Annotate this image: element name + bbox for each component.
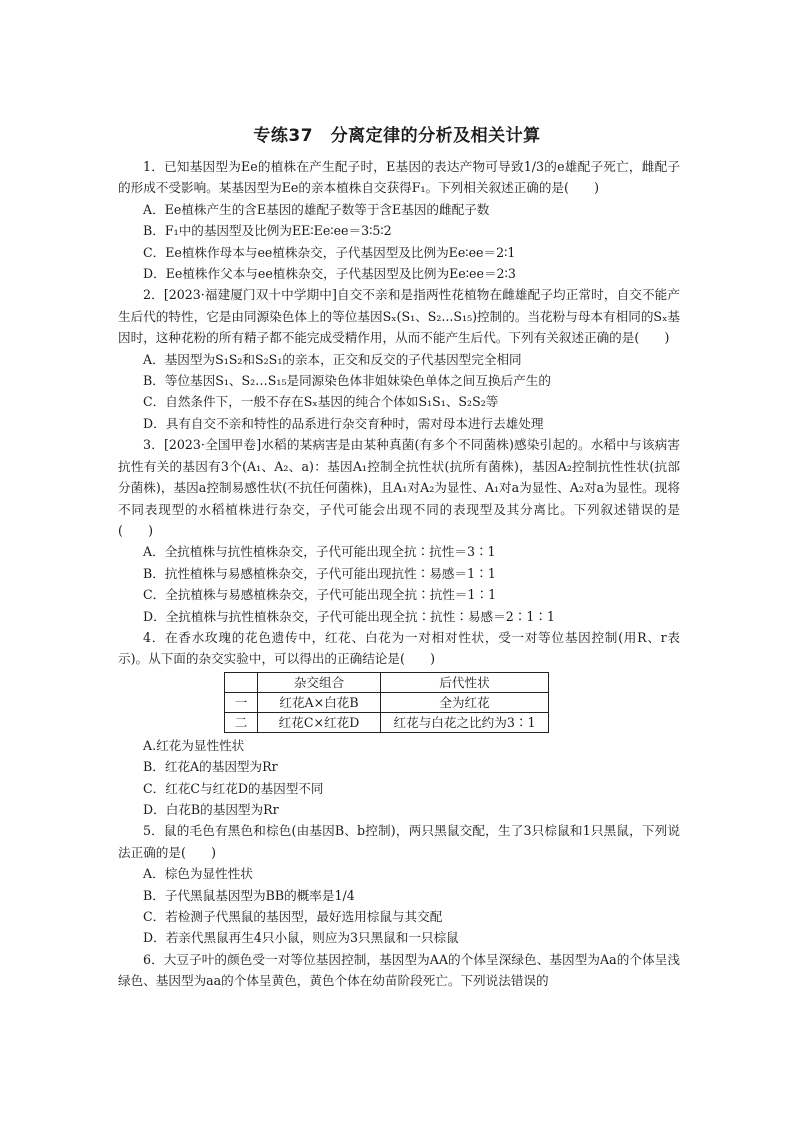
table-header-row bbox=[225, 672, 549, 692]
question-5-option-b: B．子代黑鼠基因型为BB的概率是1/4 bbox=[143, 887, 355, 903]
question-3-option-d: D．全抗植株与抗性植株杂交，子代可能出现全抗∶抗性∶易感＝2∶1∶1 bbox=[143, 608, 555, 624]
question-1-option-d: D．Ee植株作父本与ee植株杂交，子代基因型及比例为Ee∶ee＝2∶3 bbox=[143, 266, 516, 282]
cross-experiment-table bbox=[224, 672, 549, 733]
question-4-option-b: B．红花A的基因型为Rr bbox=[143, 759, 278, 775]
question-list bbox=[118, 156, 680, 992]
question-5-option-a: A．棕色为显性性状 bbox=[143, 866, 253, 882]
question-6-stem: 6．大豆子叶的颜色受一对等位基因控制，基因型为AA的个体呈深绿色、基因型为Aa的个体呈浅绿色、基因型为aa的个体呈黄色，黄色个体在幼苗阶段死亡。下列说法错误的 bbox=[118, 951, 680, 989]
table-cell: 红花与白花之比约为3∶1 bbox=[381, 712, 549, 732]
table-header-cell: 后代性状 bbox=[381, 672, 549, 692]
question-1-stem: 1．已知基因型为Ee的植株在产生配子时，E基因的表达产物可导致1/3的e雄配子死亡，雌配子的形成不受影响。某基因型为Ee的亲本植株自交获得F₁。下列相关叙述正确的是( ) bbox=[118, 159, 680, 196]
question-5-option-c: C．若检测子代黑鼠的基因型，最好选用棕鼠与其交配 bbox=[143, 909, 443, 924]
question-4-option-d: D．白花B的基因型为Rr bbox=[143, 801, 279, 817]
table-cell: 红花C×红花D bbox=[258, 712, 381, 732]
question-3-option-c: C．全抗植株与易感植株杂交，子代可能出现全抗∶抗性＝1∶1 bbox=[143, 587, 497, 603]
table-cell: 全为红花 bbox=[381, 692, 549, 712]
question-1-option-a: A．Ee植株产生的含E基因的雄配子数等于含E基因的雌配子数 bbox=[143, 201, 490, 217]
question-5-stem: 5．鼠的毛色有黑色和棕色(由基因B、b控制)，两只黑鼠交配，生了3只棕鼠和1只黑鼠，下列说法正确的是( ) bbox=[118, 823, 680, 860]
question-4-stem: 4．在香水玫瑰的花色遗传中，红花、白花为一对相对性状，受一对等位基因控制(用R、r表示)。从下面的杂交实验中，可以得出的正确结论是( ) bbox=[118, 629, 680, 667]
question-4-option-c: C．红花C与红花D的基因型不同 bbox=[143, 780, 324, 796]
question-2-option-a: A．基因型为S₁S₂和S₂S₁的亲本，正交和反交的子代基因型完全相同 bbox=[143, 351, 522, 367]
question-2-option-c: C．自然条件下，一般不存在Sₓ基因的纯合个体如S₁S₁、S₂S₂等 bbox=[143, 394, 499, 410]
table-row bbox=[225, 692, 549, 712]
question-3-option-b: B．抗性植株与易感植株杂交，子代可能出现抗性∶易感＝1∶1 bbox=[143, 565, 496, 581]
question-1-option-b: B．F₁中的基因型及比例为EE∶Ee∶ee＝3∶5∶2 bbox=[143, 223, 392, 239]
page-title: 专练37 分离定律的分析及相关计算 bbox=[253, 126, 541, 146]
question-4-option-a: A.红花为显性性状 bbox=[143, 737, 245, 753]
table-row bbox=[225, 712, 549, 732]
table-cell: 红花A×白花B bbox=[258, 692, 381, 712]
question-3-option-a: A．全抗植株与抗性植株杂交，子代可能出现全抗∶抗性＝3∶1 bbox=[143, 544, 496, 560]
table-cell: 二 bbox=[225, 712, 258, 732]
question-2-option-b: B．等位基因S₁、S₂…S₁₅是同源染色体非姐妹染色单体之间互换后产生的 bbox=[143, 373, 551, 389]
table-header-cell: 杂交组合 bbox=[258, 672, 381, 692]
question-2-option-d: D．具有自交不亲和特性的品系进行杂交育种时，需对母本进行去雄处理 bbox=[143, 415, 544, 431]
table-header-cell bbox=[225, 672, 258, 692]
question-2-stem: 2．[2023·福建厦门双十中学期中]自交不亲和是指两性花植物在雌雄配子均正常时，自交不能产生后代的特性，它是由同源染色体上的等位基因Sₓ(S₁、S₂...S₁₅)控制的。当花粉与母本有相同的Sₓ基因时，这种花粉的所有精子都不能完成受精作用，从而不能产生后代。下列有关叙述正确的是( ) bbox=[118, 287, 680, 346]
question-3-stem: 3．[2023·全国甲卷]水稻的某病害是由某种真菌(有多个不同菌株)感染引起的。水稻中与该病害抗性有关的基因有3个(A₁、A₂、a)：基因A₁控制全抗性状(抗所有菌株)，基因A₂控制抗性性状(抗部分菌株)，基因a控制易感性状(不抗任何菌株)，且A₁对A₂为显性、A₁对a为显性、A₂对a为显性。现将不同表现型的水稻植株进行杂交，子代可能会出现不同的表现型及其分离比。下列叙述错误的是( ) bbox=[118, 437, 680, 538]
question-1-option-c: C．Ee植株作母本与ee植株杂交，子代基因型及比例为Ee∶ee＝2∶1 bbox=[143, 244, 516, 260]
question-5-option-d: D．若亲代黑鼠再生4只小鼠，则应为3只黑鼠和一只棕鼠 bbox=[143, 930, 459, 946]
table-cell: 一 bbox=[225, 692, 258, 712]
